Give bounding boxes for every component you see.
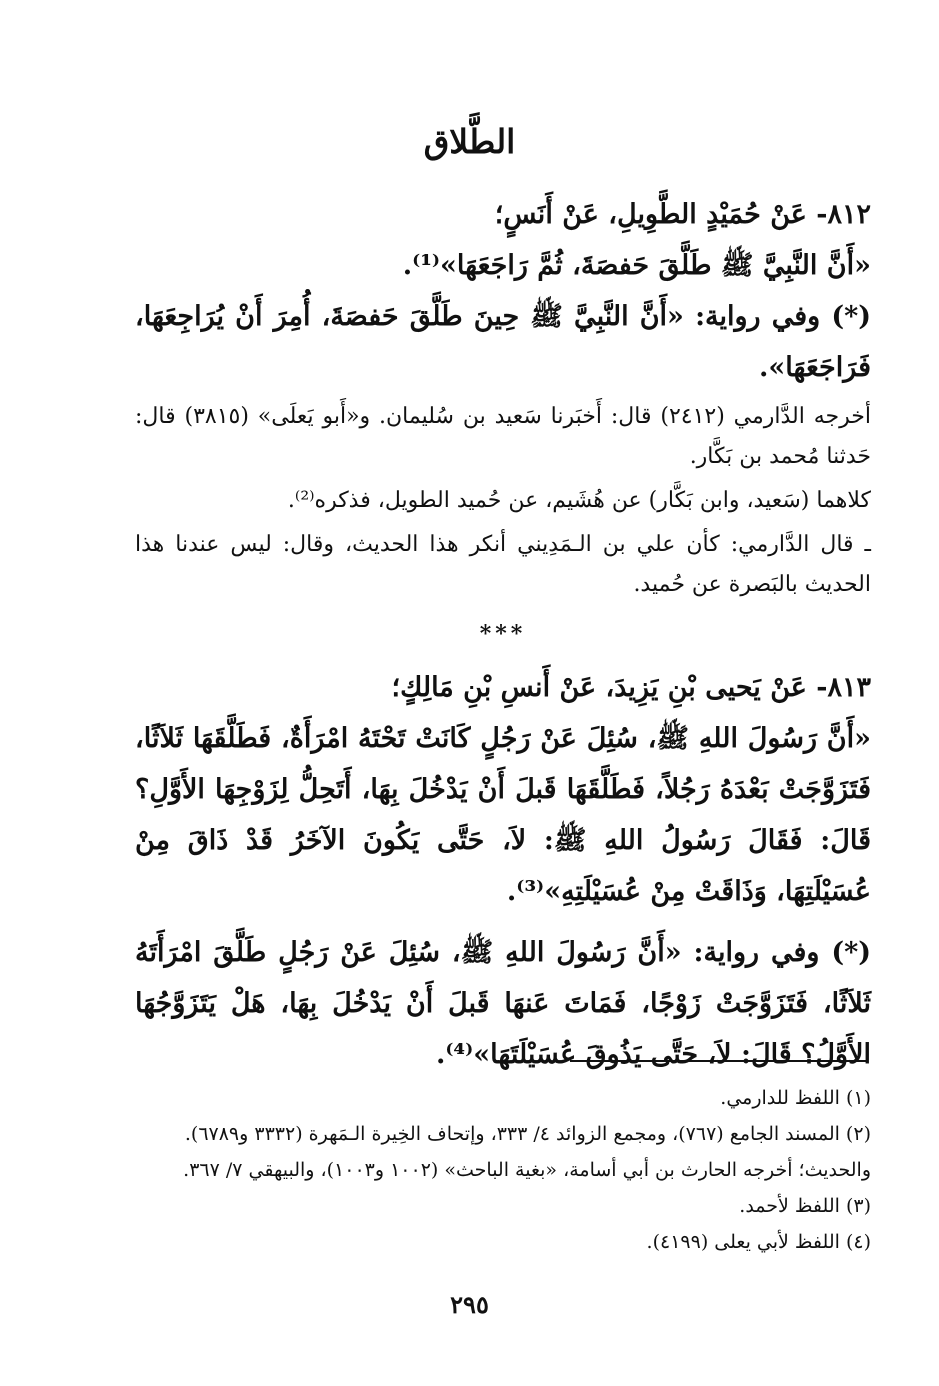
- hadith-812-takhrij: أخرجه الدَّارمي (٢٤١٢) قال: أَخبَرنا سَعيد بن سُليمان. و«أَبو يَعلَى» (٣٨١٥) قال: حَدثنا مُحمد بن بَكَّار.: [135, 404, 871, 469]
- main-text: [135, 190, 871, 1080]
- footnote-4: (٤) اللفظ لأبي يعلى (٤١٩٩).: [646, 1231, 871, 1253]
- hadith-813-matn: «أَنَّ رَسُولَ اللهِ ﷺ، سُئِلَ عَنْ رَجُلٍ كَانَتْ تَحْتَهُ امْرَأَةٌ، فَطَلَّقَهَا ثَلاَثًا، فَتَزَوَّجَتْ بَعْدَهُ رَجُلاً، فَطَلَّقَهَا قَبلَ أَنْ يَدْخُلَ بِهَا، أَتَحِلُّ لِزَوْجِهَا الأَوَّلِ؟ قَالَ: فَقَالَ رَسُولُ اللهِ ﷺ: لاَ، حَتَّى يَكُونَ الآخَرُ قَدْ ذَاقَ مِنْ عُسَيْلَتِهَا، وَذَاقَتْ مِنْ عُسَيْلَتِهِ»⁽³⁾.: [135, 723, 871, 907]
- hadith-812-comment: ـ قال الدَّارمي: كأن علي بن الـمَدِيني أنكر هذا الحديث، وقال: ليس عندنا هذا الحديث بالبَصرة عن حُميد.: [135, 532, 871, 597]
- section-separator: ***: [479, 621, 527, 647]
- footnotes: [135, 1080, 871, 1260]
- footnote-1: (١) اللفظ للدارمي.: [720, 1087, 871, 1109]
- hadith-813-variant: (*) وفي رواية: «أَنَّ رَسُولَ اللهِ ﷺ، سُئِلَ عَنْ رَجُلٍ طَلَّقَ امْرَأَتَهُ ثَلاَثًا، فَتَزَوَّجَتْ زَوْجًا، فَمَاتَ عَنهَا قَبلَ أَنْ يَدْخُلَ بِهَا، هَلْ يَتَزَوَّجُهَا الأَوَّلُ؟ قَالَ: لاَ، حَتَّى يَذُوقَ عُسَيْلَتَهَا»⁽⁴⁾.: [135, 937, 871, 1070]
- footnote-divider: [570, 1060, 868, 1062]
- chapter-title: الطَّلاق: [423, 122, 516, 161]
- page-number: ٢٩٥: [450, 1290, 489, 1319]
- footnote-2-continuation: والحديث؛ أخرجه الحارث بن أبي أسامة، «بغية الباحث» (١٠٠٢ و١٠٠٣)، والبيهقي ٧/ ٣٦٧.: [183, 1159, 871, 1181]
- hadith-812-heading: ٨١٢- عَنْ حُمَيْدٍ الطَّوِيلِ، عَنْ أَنَسٍ؛: [494, 199, 871, 230]
- hadith-813-heading: ٨١٣- عَنْ يَحيى بْنِ يَزِيدَ، عَنْ أَنسِ بْنِ مَالِكٍ؛: [391, 672, 871, 703]
- footnote-3: (٣) اللفظ لأحمد.: [739, 1195, 871, 1217]
- hadith-812-matn: «أَنَّ النَّبِيَّ ﷺ طَلَّقَ حَفصَةَ، ثُمَّ رَاجَعَهَا»⁽¹⁾.: [402, 250, 871, 281]
- hadith-812-variant: (*) وفي رواية: «أَنَّ النَّبِيَّ ﷺ حِينَ طَلَّقَ حَفصَةَ، أُمِرَ أَنْ يُرَاجِعَهَا، فَرَاجَعَهَا».: [135, 301, 871, 383]
- footnote-2: (٢) المسند الجامع (٧٦٧)، ومجمع الزوائد ٤/ ٣٣٣، وإتحاف الخِيرة الـمَهرة (٣٣٣٢ و٦٧٨٩).: [184, 1123, 871, 1145]
- hadith-812-narrators: كلاهما (سَعيد، وابن بَكَّار) عن هُشَيم، عن حُميد الطويل، فذكره⁽²⁾.: [287, 488, 871, 513]
